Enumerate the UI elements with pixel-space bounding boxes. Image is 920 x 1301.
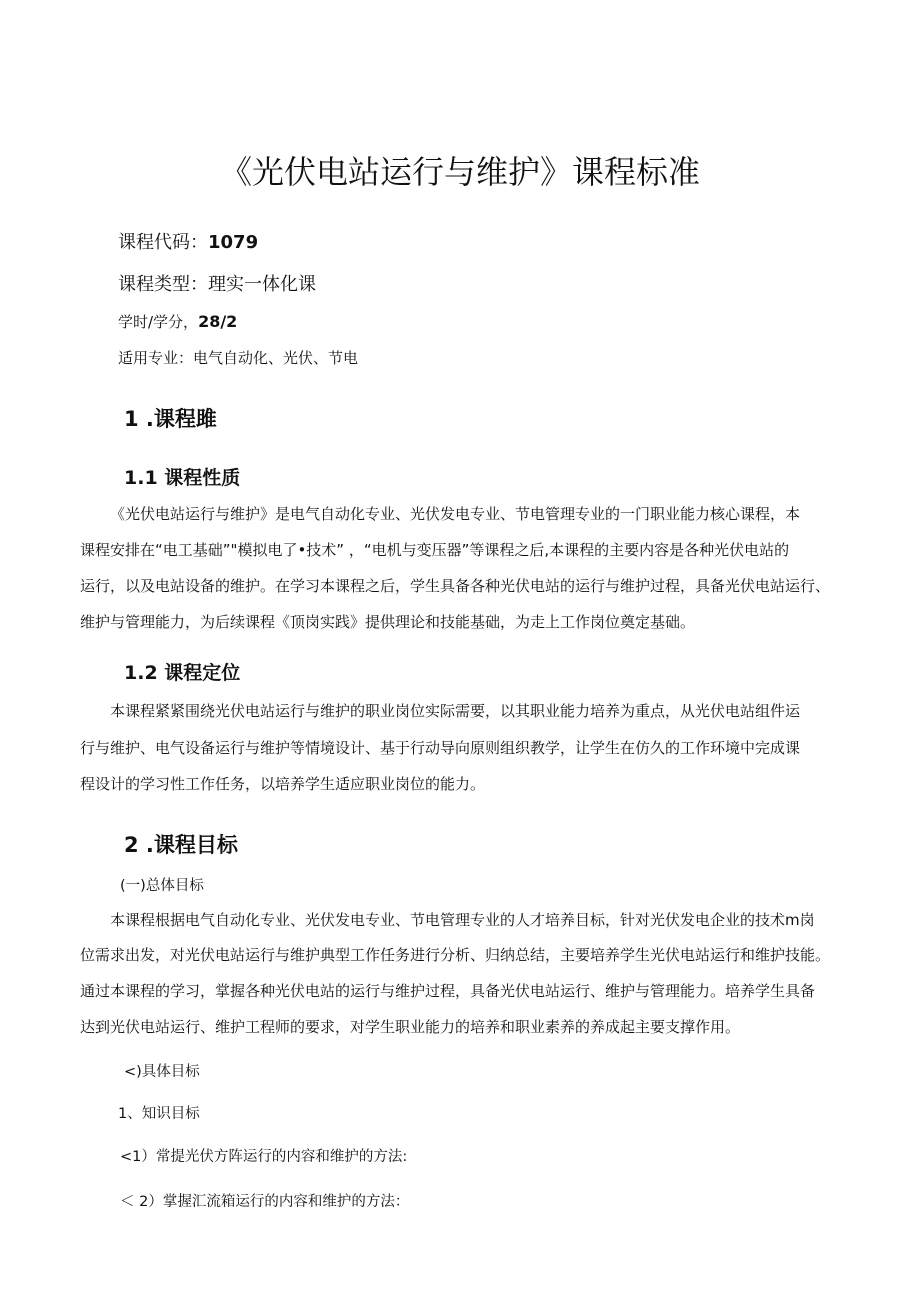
knowledge-item: <1）常提光伏方阵运行的内容和维护的方法:	[120, 1149, 408, 1165]
section1-heading: 1 .课程雎	[124, 407, 217, 431]
overall-goal-line: 达到光伏电站运行、维护工程师的要求，对学生职业能力的培养和职业素养的养成起主要支撑作用。	[80, 1018, 741, 1036]
course-hours-label: 学时/学分，	[118, 313, 199, 331]
knowledge-item: ＜ 2）掌握汇流箱运行的内容和维护的方法：	[120, 1194, 410, 1210]
course-code-value: 1079	[208, 232, 259, 253]
course-hours	[118, 311, 237, 332]
course-code-label: 课程代码：	[118, 232, 208, 253]
section2-heading: 2 .课程目标	[124, 833, 238, 857]
specific-goal-heading: <)具体目标	[124, 1064, 200, 1080]
overall-goal-line: 通过本课程的学习，掌握各种光伏电站的运行与维护过程，具备光伏电站运行、维护与管理能力。培养学生具备	[80, 982, 816, 1000]
course-code	[118, 228, 258, 254]
applicable-major-value: 电气自动化、光伏、节电	[193, 349, 359, 367]
course-type-label: 课程类型：	[118, 274, 208, 295]
overall-goal-heading: (一)总体目标	[120, 878, 204, 894]
section1-1-line: 运行，以及电站设备的维护。在学习本课程之后，学生具备各种光伏电站的运行与维护过程，具备光伏电站运行、	[80, 577, 831, 595]
section1-1-line: 课程安排在“电工基础”"模拟电了•技术” ，“电机与变压器”等课程之后,本课程的主要内容是各种光伏电站的	[80, 541, 790, 559]
section1-1-heading: 1.1 课程性质	[124, 467, 241, 489]
knowledge-goal-heading: 1、知识目标	[118, 1106, 200, 1122]
applicable-major	[118, 347, 358, 368]
section1-2-line: 本课程紧紧围绕光伏电站运行与维护的职业岗位实际需要，以其职业能力培养为重点，从光伏电站组件运	[110, 702, 801, 720]
course-type-value: 理实一体化课	[208, 274, 316, 295]
course-type	[118, 270, 316, 296]
course-hours-value: 28/2	[198, 312, 238, 331]
applicable-major-label: 适用专业：	[118, 349, 194, 367]
overall-goal-line: 本课程根据电气自动化专业、光伏发电专业、节电管理专业的人才培养目标，针对光伏发电企业的技术m岗	[110, 911, 815, 929]
section1-2-line: 行与维护、电气设备运行与维护等情境设计、基于行动导向原则组织教学，让学生在仿久的工作环境中完成课	[80, 739, 801, 757]
section1-2-line: 程设计的学习性工作任务，以培养学生适应职业岗位的能力。	[80, 775, 486, 793]
overall-goal-line: 位需求出发，对光伏电站运行与维护典型工作任务进行分析、归纳总结，主要培养学生光伏电站运行和维护技能。	[80, 946, 831, 964]
document-title: 《光伏电站运行与维护》课程标准	[219, 153, 700, 191]
section1-1-line: 《光伏电站运行与维护》是电气自动化专业、光伏发电专业、节电管理专业的一门职业能力核心课程，本	[110, 505, 801, 523]
section1-2-heading: 1.2 课程定位	[124, 662, 241, 684]
section1-1-line: 维护与管理能力，为后续课程《顶岗实践》提供理论和技能基础，为走上工作岗位奠定基础。	[80, 613, 696, 631]
